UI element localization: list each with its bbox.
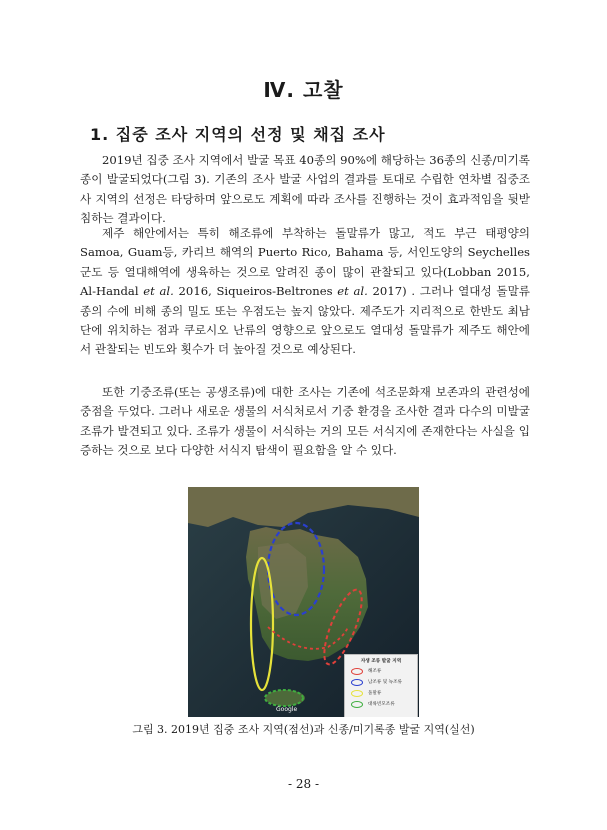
paragraph-3: 또한 기중조류(또는 공생조류)에 대한 조사는 기존에 석조문화재 보존과의 관련성에 중점을 두었다. 그러나 새로운 생물의 서식처로서 기중 환경을 조사한 결과 다수의 미발굴 조류가 발견되고 있다. 조류가 생물이 서식하는 거의 모든 서식지에 존재한다는 사실을 입증하는 것으로 보다 다양한 서식지 탐색이 필요함을 알 수 있다. [80, 385, 530, 458]
section-title: 1. 집중 조사 지역의 선정 및 채집 조사 [90, 125, 386, 144]
legend-swatch [351, 679, 363, 686]
paragraph-2-text-c: 2017) . 그러나 열대성 돌말류 종의 수에 비해 종의 밀도 또는 우점도는 높지 않았다. 제주도가 지리적으로 한반도 최남단에 위치하는 점과 쿠로시오 난류의 영향으로 앞으로도 열대성 돌말류가 제주도 해안에서 관찰되는 빈도와 횟수가 더 높아질 것으로 예상된다. [80, 284, 530, 357]
paragraph-2-text-a: 제주 해안에서는 특히 해조류에 부착하는 돌말류가 많고, 적도 부근 태평양의 Samoa, Guam등, 카리브 해역의 Puerto Rico, Bahama 등, 서인도양의 Seychelles 군도 등 열대해역에 생육하는 것으로 알려진 종이 많이 관찰되고 있다(Lobban 2015, Al-Handal [80, 226, 530, 299]
satellite-map-figure [188, 487, 419, 717]
legend-title: 자생 조류 발굴 지역 [360, 659, 402, 664]
paragraph-2 [80, 224, 530, 360]
legend-label: 돌말류 [368, 691, 382, 696]
legend-label: 해조류 [368, 669, 382, 674]
legend-item [351, 678, 417, 686]
map-legend [344, 654, 418, 717]
legend-item [351, 689, 417, 697]
legend-item [351, 667, 417, 675]
paragraph-1: 2019년 집중 조사 지역에서 발굴 목표 40종의 90%에 해당하는 36종의 신종/미기록종이 발굴되었다(그림 3). 기존의 조사 발굴 사업의 결과를 토대로 수립한 연차별 집중조사 지역의 선정은 타당하며 앞으로도 계획에 따라 조사를 진행하는 것이 효과적임을 뒷받침하는 결과이다. [80, 153, 530, 226]
paragraph-2-text-b: 2016, Siqueiros-Beltrones [173, 284, 338, 299]
et-al-2: et al. [337, 284, 368, 299]
et-al-1: et al. [143, 284, 174, 299]
legend-label: 대륙빈모조류 [368, 702, 395, 707]
legend-swatch [351, 690, 363, 697]
figure-caption: 그림 3. 2019년 집중 조사 지역(점선)과 신종/미기록종 발굴 지역(실선) [132, 723, 475, 736]
chapter-title: Ⅳ. 고찰 [263, 78, 344, 102]
legend-label: 남조류 및 녹조류 [368, 680, 402, 685]
legend-swatch [351, 668, 363, 675]
legend-swatch [351, 701, 363, 708]
legend-item [351, 700, 417, 708]
page-number: - 28 - [287, 777, 319, 791]
google-watermark: Google [276, 706, 298, 713]
